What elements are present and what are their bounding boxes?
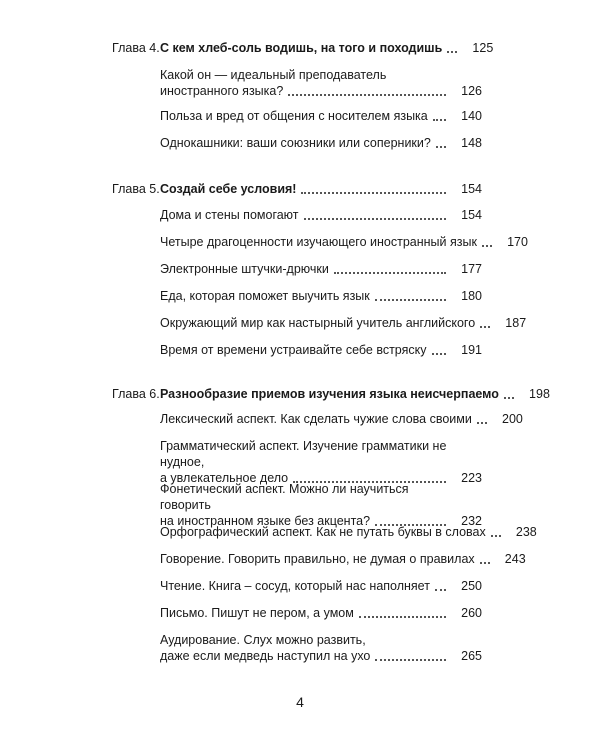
page-number: 154 <box>461 182 482 196</box>
page-number: 243 <box>504 552 526 566</box>
page-number: 140 <box>461 109 482 123</box>
page-number: 177 <box>461 262 482 276</box>
entry-line: а увлекательное дело <box>160 471 289 485</box>
chapter-title: С кем хлеб-соль водишь, на того и походишь <box>160 41 443 55</box>
page-number: 180 <box>461 289 482 303</box>
toc-entry <box>160 342 482 358</box>
dot-leader <box>436 146 446 148</box>
dot-leader <box>477 422 487 424</box>
toc-entry <box>160 315 527 331</box>
dot-leader <box>304 218 446 220</box>
entry-line: Говорение. Говорить правильно, не думая о правилах <box>160 552 475 566</box>
toc-entry <box>160 524 537 540</box>
entry-line: Четыре драгоценности изучающего иностранный язык <box>160 235 477 249</box>
entry-line: Аудирование. Слух можно развить, <box>160 633 366 647</box>
dot-leader <box>482 245 492 247</box>
entry-line: на иностранном языке без акцента? <box>160 514 371 528</box>
toc-entry <box>160 234 528 250</box>
toc-entry <box>160 411 523 427</box>
dot-leader <box>432 353 447 355</box>
entry-line: Однокашники: ваши союзники или соперники? <box>160 136 431 150</box>
dot-leader <box>288 94 446 96</box>
entry-line: Время от времени устраивайте себе встряску <box>160 343 427 357</box>
toc-entry <box>160 481 482 529</box>
toc-entry <box>160 551 526 567</box>
dot-leader <box>504 397 514 399</box>
entry-line: иностранного языка? <box>160 84 284 98</box>
toc-entry <box>160 288 482 304</box>
entry-line: Еда, которая поможет выучить язык <box>160 289 370 303</box>
dot-leader <box>480 562 490 564</box>
dot-leader <box>334 272 446 274</box>
dot-leader <box>359 616 446 618</box>
entry-line: Письмо. Пишут не пером, а умом <box>160 606 354 620</box>
dot-leader <box>435 589 446 591</box>
page-number: 232 <box>461 514 482 528</box>
chapter-label: Глава 4. <box>112 41 160 55</box>
entry-line: Какой он — идеальный преподаватель <box>160 68 387 82</box>
chapter-title: Создай себе условия! <box>160 182 297 196</box>
toc-entry <box>160 605 482 621</box>
chapter-title: Разнообразие приемов изучения языка неисчерпаемо <box>160 387 499 401</box>
page-number: 126 <box>461 84 482 98</box>
toc-entry <box>160 578 482 594</box>
toc-entry <box>160 632 482 664</box>
entry-line: Польза и вред от общения с носителем языка <box>160 109 428 123</box>
entry-line: Окружающий мир как настырный учитель английского <box>160 316 476 330</box>
toc-entry <box>160 67 482 99</box>
chapter-heading <box>112 181 482 197</box>
dot-leader <box>480 326 490 328</box>
page-number: 250 <box>461 579 482 593</box>
chapter-label: Глава 5. <box>112 182 160 196</box>
entry-line: даже если медведь наступил на ухо <box>160 649 371 663</box>
chapter-label: Глава 6. <box>112 387 160 401</box>
folio-page-number: 4 <box>296 694 304 710</box>
dot-leader <box>447 51 457 53</box>
page-number: 238 <box>515 525 537 539</box>
page-number: 223 <box>461 471 482 485</box>
entry-line: Орфографический аспект. Как не путать буквы в словах <box>160 525 486 539</box>
entry-line: Чтение. Книга – сосуд, который нас наполняет <box>160 579 430 593</box>
entry-line: Грамматический аспект. Изучение грамматики не нудное, <box>160 439 447 469</box>
page-number: 125 <box>472 41 494 55</box>
page-number: 191 <box>461 343 482 357</box>
toc-entry <box>160 207 482 223</box>
entry-line: Дома и стены помогают <box>160 208 299 222</box>
dot-leader <box>375 299 446 301</box>
page-number: 260 <box>461 606 482 620</box>
toc-entry <box>160 108 482 124</box>
dot-leader <box>491 535 501 537</box>
toc-entry <box>160 438 482 486</box>
toc-entry <box>160 135 482 151</box>
dot-leader <box>375 659 446 661</box>
page-number: 200 <box>502 412 523 426</box>
page-number: 170 <box>507 235 528 249</box>
page-number: 187 <box>505 316 527 330</box>
page-number: 154 <box>461 208 482 222</box>
entry-line: Электронные штучки-дрючки <box>160 262 329 276</box>
page-number: 148 <box>461 136 482 150</box>
page-number: 265 <box>461 649 482 663</box>
chapter-heading <box>112 386 550 402</box>
page-number: 198 <box>529 387 550 401</box>
dot-leader <box>301 192 446 194</box>
entry-line: Лексический аспект. Как сделать чужие слова своими <box>160 412 472 426</box>
chapter-heading <box>112 40 494 56</box>
toc-entry <box>160 261 482 277</box>
dot-leader <box>433 119 446 121</box>
entry-line: Фонетический аспект. Можно ли научиться говорить <box>160 482 409 512</box>
